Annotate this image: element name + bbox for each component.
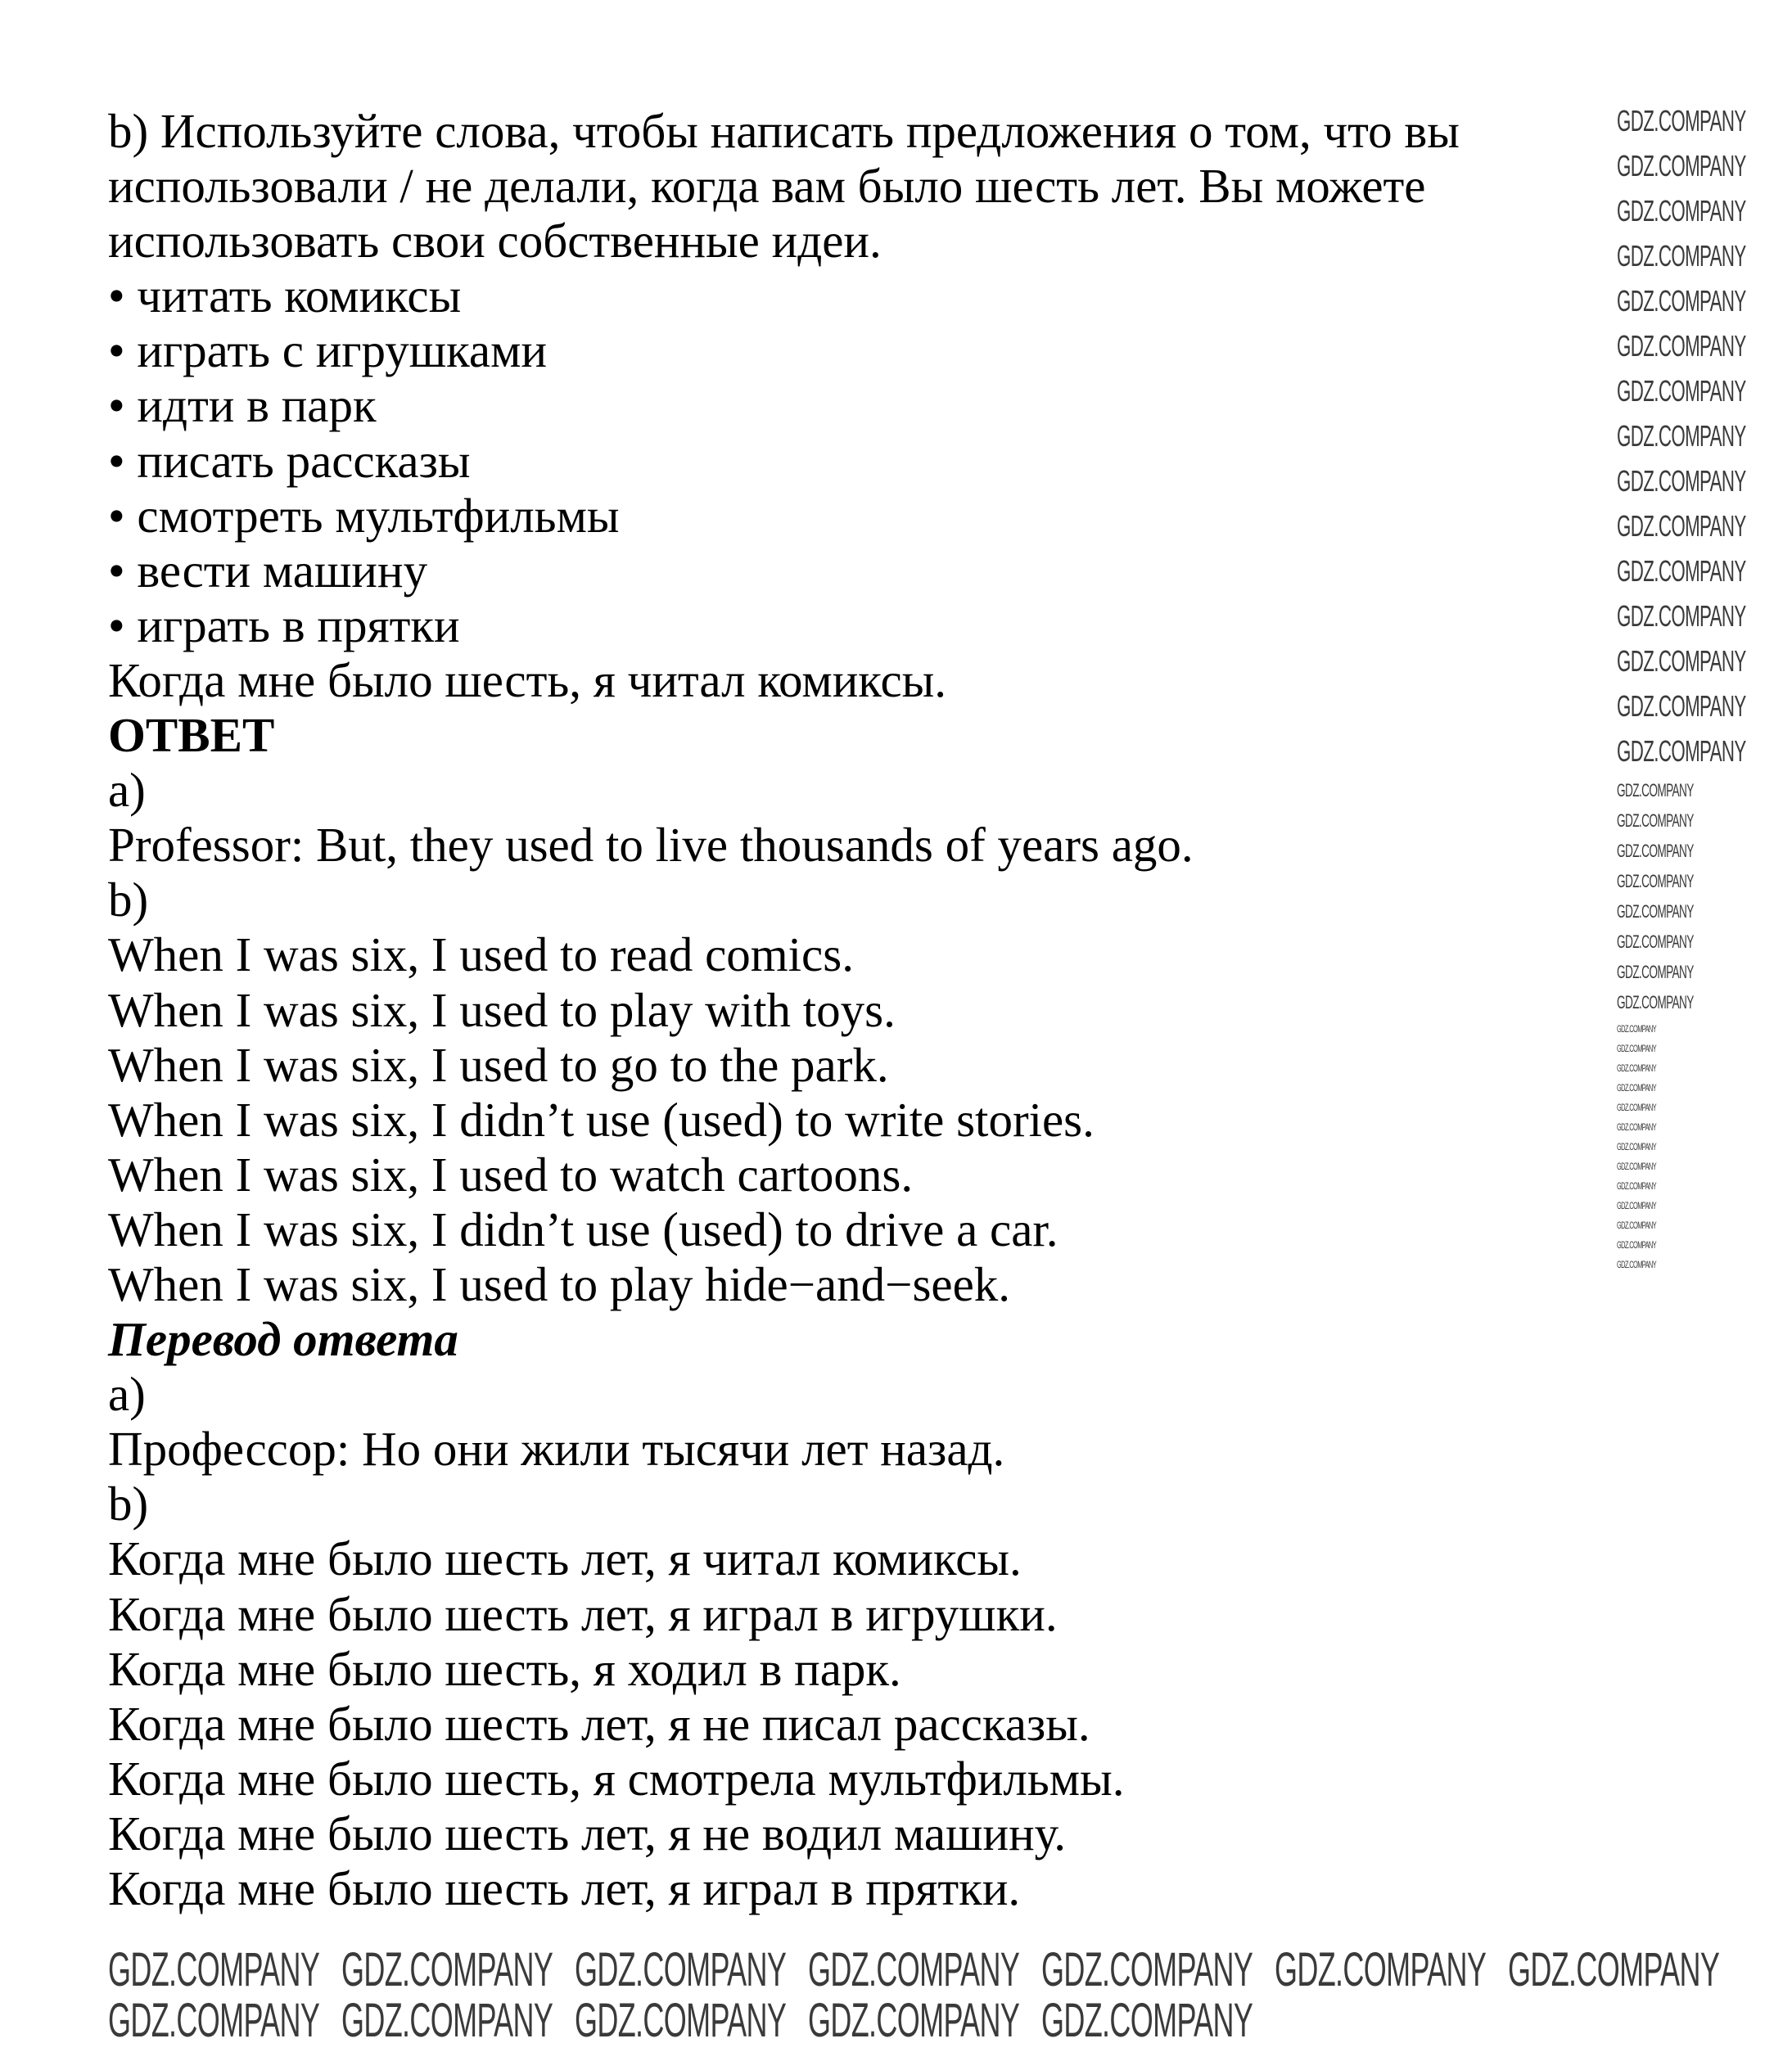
watermark: GDZ.COMPANY [341, 1943, 553, 1996]
watermark: GDZ.COMPANY [1617, 1259, 1657, 1270]
watermark: GDZ.COMPANY [1617, 599, 1746, 633]
watermark: GDZ.COMPANY [1041, 1994, 1253, 2047]
watermark: GDZ.COMPANY [1617, 1023, 1657, 1035]
translation-b-label: b) [108, 1477, 149, 1531]
watermark: GDZ.COMPANY [108, 1994, 320, 2047]
watermark: GDZ.COMPANY [1508, 1943, 1720, 1996]
watermark: GDZ.COMPANY [1617, 1239, 1657, 1251]
watermark: GDZ.COMPANY [1617, 841, 1694, 861]
watermark: GDZ.COMPANY [1617, 901, 1694, 922]
watermark: GDZ.COMPANY [575, 1943, 787, 1996]
watermark: GDZ.COMPANY [1617, 1102, 1657, 1113]
watermark: GDZ.COMPANY [1617, 149, 1746, 183]
translation-line: Когда мне было шесть лет, я читал комиксы. [108, 1531, 1022, 1586]
watermark: GDZ.COMPANY [808, 1994, 1020, 2047]
watermark: GDZ.COMPANY [1617, 1141, 1657, 1152]
watermark: GDZ.COMPANY [1617, 1062, 1657, 1074]
task-intro-line: использовали / не делали, когда вам было шесть лет. Вы можете [108, 159, 1426, 214]
watermark: GDZ.COMPANY [108, 1943, 320, 1996]
translation-line: Когда мне было шесть лет, я играл в прятки. [108, 1861, 1021, 1915]
watermark: GDZ.COMPANY [1617, 1180, 1657, 1192]
watermark: GDZ.COMPANY [1617, 194, 1746, 228]
answer-line: When I was six, I used to go to the park. [108, 1037, 889, 1092]
document-body [108, 104, 1460, 1916]
watermark: GDZ.COMPANY [1617, 689, 1746, 723]
answer-line: When I was six, I used to watch cartoons. [108, 1147, 914, 1202]
bullet-item: • играть в прятки [108, 598, 460, 652]
bullet-item: • писать рассказы [108, 433, 471, 488]
watermark: GDZ.COMPANY [1617, 509, 1746, 543]
answer-line: When I was six, I used to read comics. [108, 927, 854, 982]
bullet-item: • идти в парк [108, 378, 377, 433]
watermark: GDZ.COMPANY [1617, 419, 1746, 453]
watermark: GDZ.COMPANY [1617, 284, 1746, 318]
bullet-item: • вести машину [108, 543, 428, 598]
watermark: GDZ.COMPANY [1617, 1043, 1657, 1054]
watermark: GDZ.COMPANY [575, 1994, 787, 2047]
watermark: GDZ.COMPANY [1041, 1943, 1253, 1996]
answer-a-label: a) [108, 763, 146, 818]
answer-line: When I was six, I used to play hide−and−seek. [108, 1256, 1011, 1311]
bullet-item: • смотреть мультфильмы [108, 488, 620, 543]
watermark: GDZ.COMPANY [1617, 1121, 1657, 1133]
watermark: GDZ.COMPANY [1617, 992, 1694, 1012]
watermark: GDZ.COMPANY [1617, 1200, 1657, 1211]
watermark: GDZ.COMPANY [1617, 810, 1694, 831]
translation-line: Когда мне было шесть, я смотрела мультфильмы. [108, 1751, 1125, 1806]
watermark: GDZ.COMPANY [1617, 1082, 1657, 1094]
answer-line: When I was six, I didn’t use (used) to write stories. [108, 1092, 1095, 1147]
watermark: GDZ.COMPANY [1617, 931, 1694, 952]
watermark: GDZ.COMPANY [1617, 734, 1746, 768]
translation-a-text: Профессор: Но они жили тысячи лет назад. [108, 1422, 1005, 1477]
watermark: GDZ.COMPANY [341, 1994, 553, 2047]
watermark: GDZ.COMPANY [1617, 1161, 1657, 1172]
answer-b-label: b) [108, 873, 149, 927]
watermark: GDZ.COMPANY [1617, 780, 1694, 801]
answer-heading: ОТВЕТ [108, 708, 275, 763]
watermark: GDZ.COMPANY [1617, 104, 1746, 138]
watermark: GDZ.COMPANY [1617, 374, 1746, 408]
watermark: GDZ.COMPANY [1617, 1220, 1657, 1231]
watermark: GDZ.COMPANY [1617, 329, 1746, 363]
task-intro-line: использовать свои собственные идеи. [108, 214, 882, 268]
watermark: GDZ.COMPANY [1275, 1943, 1487, 1996]
translation-a-label: a) [108, 1367, 146, 1422]
bullet-item: • читать комиксы [108, 268, 462, 323]
watermark: GDZ.COMPANY [808, 1943, 1020, 1996]
watermark: GDZ.COMPANY [1617, 554, 1746, 588]
answer-line: When I was six, I didn’t use (used) to drive a car. [108, 1202, 1058, 1256]
watermark: GDZ.COMPANY [1617, 464, 1746, 498]
answer-a-text: Professor: But, they used to live thousands of years ago. [108, 818, 1194, 873]
translation-line: Когда мне было шесть лет, я не водил машину. [108, 1806, 1067, 1860]
task-intro-line: b) Используйте слова, чтобы написать предложения о том, что вы [108, 104, 1460, 158]
translation-line: Когда мне было шесть лет, я не писал рассказы. [108, 1696, 1090, 1751]
example-sentence: Когда мне было шесть, я читал комиксы. [108, 652, 947, 707]
watermark: GDZ.COMPANY [1617, 962, 1694, 982]
watermark: GDZ.COMPANY [1617, 239, 1746, 273]
watermark: GDZ.COMPANY [1617, 871, 1694, 891]
translation-line: Когда мне было шесть, я ходил в парк. [108, 1641, 901, 1696]
translation-line: Когда мне было шесть лет, я играл в игрушки. [108, 1586, 1058, 1641]
translation-heading: Перевод ответа [108, 1312, 458, 1367]
answer-line: When I was six, I used to play with toys. [108, 982, 896, 1037]
watermark: GDZ.COMPANY [1617, 644, 1746, 678]
bullet-item: • играть с игрушками [108, 323, 548, 378]
